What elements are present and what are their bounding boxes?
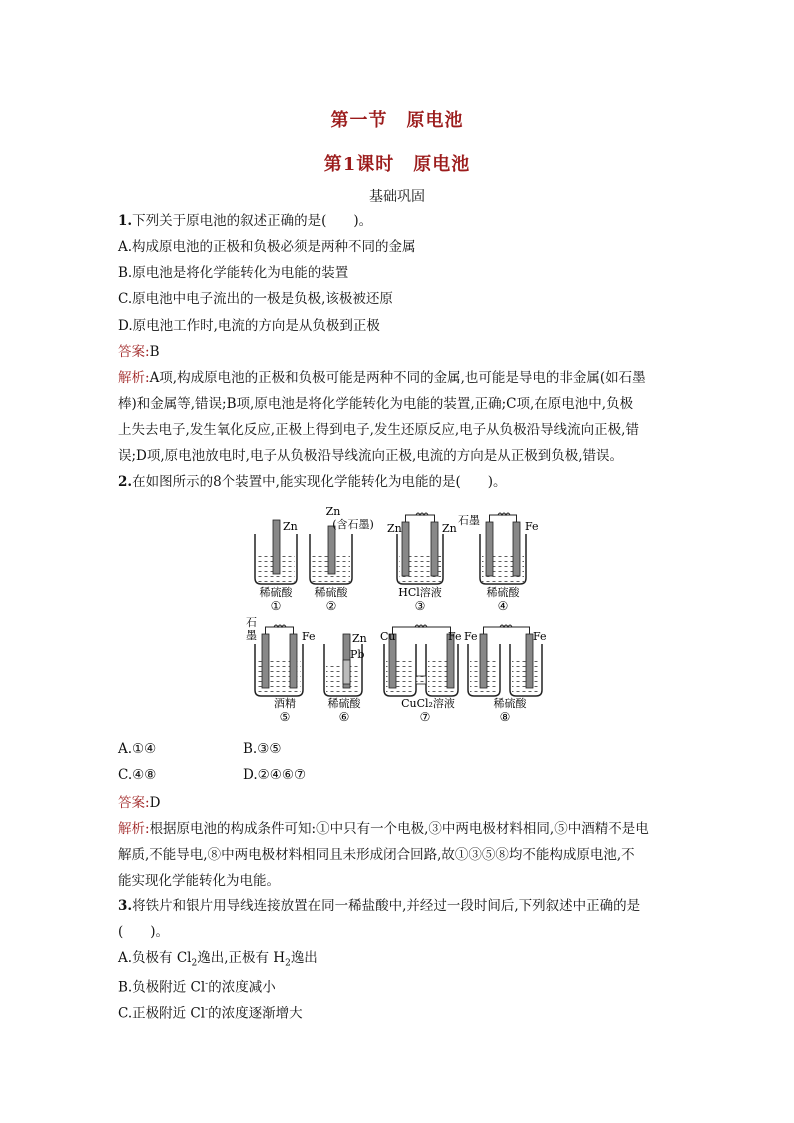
electrode-label: 石墨 (458, 514, 480, 527)
electrode-label: Zn (325, 505, 341, 518)
cell-number: ④ (497, 599, 509, 613)
q2-stem: 2.在如图所示的8个装置中,能实现化学能转化为电能的是( )。 (118, 474, 507, 490)
cell-5 (246, 616, 316, 724)
cell-number: ② (325, 599, 337, 613)
electrode-label: Zn (283, 520, 298, 533)
lesson-title: 第1课时 原电池 (323, 154, 471, 175)
cell-number: ⑧ (499, 710, 511, 724)
cell-8 (464, 625, 547, 724)
electrode-label: Zn (387, 522, 402, 535)
q1-explain-line: 解析:A项,构成原电池的正极和负极可能是两种不同的金属,也可能是导电的非金属(如石墨 (118, 370, 646, 386)
cell-3 (387, 513, 457, 613)
cell-number: ⑥ (338, 710, 350, 724)
q1-explain-line: 棒)和金属等,错误;B项,原电池是将化学能转化为电能的装置,正确;C项,在原电池中,负极 (118, 396, 634, 412)
q1-explain-line: 上失去电子,发生氧化反应,正极上得到电子,发生还原反应,电子从负极沿导线流向正极,错 (118, 422, 639, 438)
cell-number: ③ (414, 599, 426, 613)
q2-option-c: C.④⑧ (118, 767, 157, 783)
cell-number: ① (270, 599, 282, 613)
q1-stem: 1.下列关于原电池的叙述正确的是( )。 (118, 213, 373, 229)
cell-number: ⑦ (419, 710, 431, 724)
electrode-label: Fe (464, 630, 478, 643)
electrode-note: (含石墨) (332, 518, 374, 531)
q1-option-a: A.构成原电池的正极和负极必须是两种不同的金属 (118, 239, 416, 255)
solution-label: 稀硫酸 (259, 586, 293, 599)
cell-7 (380, 625, 462, 724)
q1-explain-line: 误;D项,原电池放电时,电子从负极沿导线流向正极,电流的方向是从正极到负极,错误。 (118, 448, 624, 464)
q2-explain-line: 能实现化学能转化为电能。 (118, 873, 280, 889)
q3-option-b: B.负极附近 Cl-的浓度减小 (118, 979, 276, 996)
cell-2 (310, 505, 374, 613)
cell-4 (458, 513, 539, 613)
solution-label: CuCl₂溶液 (401, 697, 455, 710)
electrode-label: 墨 (246, 629, 257, 642)
q1-answer: 答案:B (118, 344, 160, 360)
solution-label: HCl溶液 (398, 586, 442, 599)
electrode-label: Zn (442, 522, 457, 535)
solution-label: 酒精 (274, 697, 296, 710)
solution-label: 稀硫酸 (493, 697, 527, 710)
part-heading: 基础巩固 (369, 189, 425, 205)
q3-option-a: A.负极有 $Cl_2$逸出,正极有 $H_2$逸出 (118, 950, 318, 969)
electrochemical-cells-figure (240, 504, 560, 730)
q1-option-b: B.原电池是将化学能转化为电能的装置 (118, 265, 349, 281)
q3-stem-cont: ( )。 (118, 924, 170, 940)
electrode-label: Fe (525, 520, 539, 533)
cell-6 (324, 632, 367, 724)
section-title: 第一节 原电池 (330, 110, 464, 131)
q1-option-c: C.原电池中电子流出的一极是负极,该极被还原 (118, 291, 393, 307)
electrode-label: 石 (246, 616, 257, 629)
electrode-label: Pb (350, 648, 365, 661)
q2-explain-line: 解析:根据原电池的构成条件可知:①中只有一个电极,③中两电极材料相同,⑤中酒精不是电 (118, 821, 649, 837)
solution-label: 稀硫酸 (486, 586, 520, 599)
q2-answer: 答案:D (118, 795, 161, 811)
q2-option-d: D.②④⑥⑦ (243, 767, 307, 783)
electrode-label: Fe (448, 630, 462, 643)
cell-1 (255, 520, 298, 613)
solution-label: 稀硫酸 (327, 697, 361, 710)
q3-option-c: C.正极附近 Cl-的浓度逐渐增大 (118, 1005, 303, 1022)
cell-number: ⑤ (279, 710, 291, 724)
electrode-label: Fe (302, 630, 316, 643)
q2-explain-line: 解质,不能导电,⑧中两电极材料相同且未形成闭合回路,故①③⑤⑧均不能构成原电池,不 (118, 847, 635, 863)
q3-stem: 3.将铁片和银片用导线连接放置在同一稀盐酸中,并经过一段时间后,下列叙述中正确的是 (118, 898, 641, 914)
q1-option-d: D.原电池工作时,电流的方向是从负极到正极 (118, 318, 380, 334)
electrode-label: Fe (533, 630, 547, 643)
q2-option-a: A.①④ (118, 741, 157, 757)
solution-label: 稀硫酸 (314, 586, 348, 599)
electrode-label: Zn (352, 632, 367, 645)
electrode-label: Cu (380, 630, 396, 643)
q2-option-b: B.③⑤ (243, 741, 282, 757)
